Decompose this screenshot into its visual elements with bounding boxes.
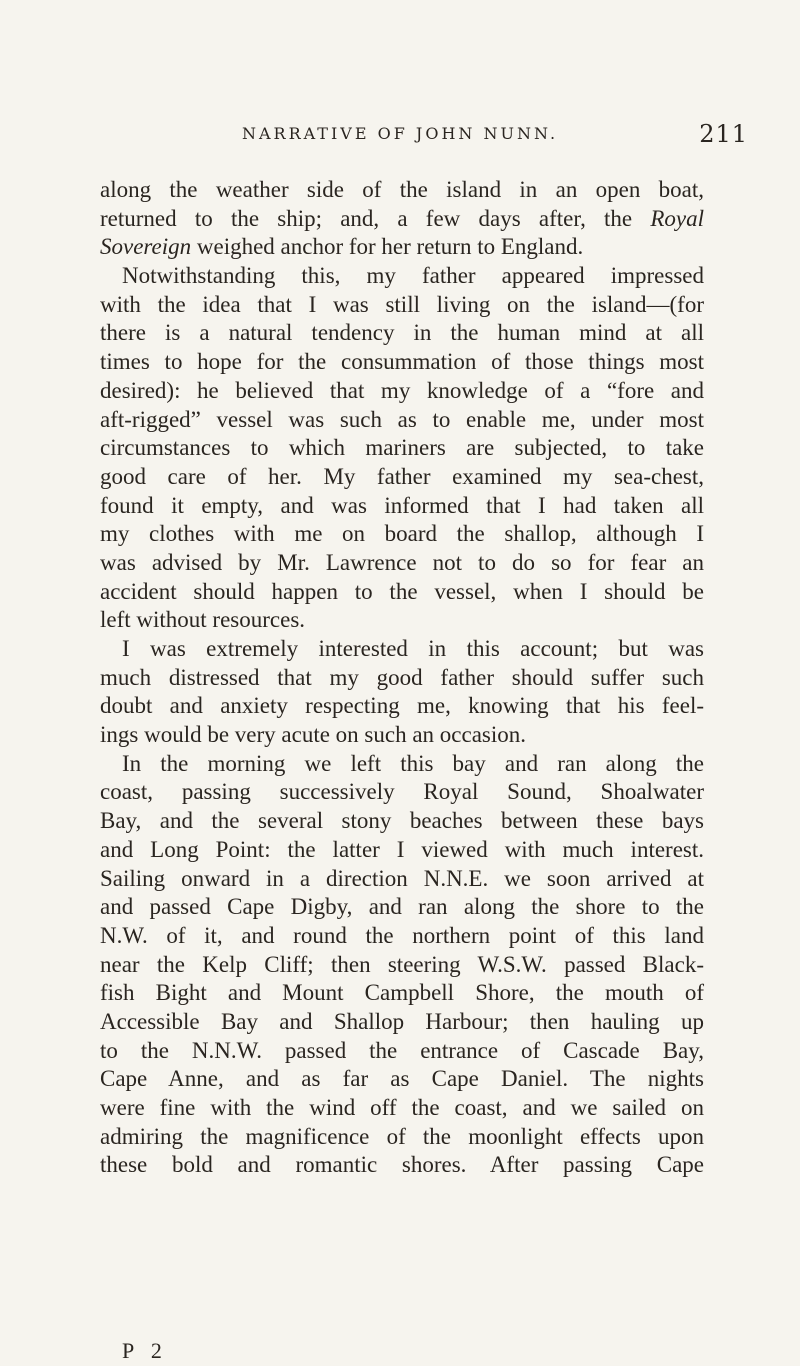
italic-text: Sovereign [100, 234, 192, 260]
text-line: coast, passing successively Royal Sound, Shoalwater [100, 779, 704, 805]
text-line: and passed Cape Digby, and ran along the shore to the [100, 894, 704, 920]
text-line: my clothes with me on board the shallop, although I [100, 521, 704, 547]
text-line: were fine with the wind off the coast, and we sailed on [100, 1095, 704, 1120]
text-line: Notwithstanding this, my father appeared impressed [122, 263, 704, 289]
text-line: fish Bight and Mount Campbell Shore, the mouth of [100, 980, 704, 1006]
text-line: to the N.N.W. passed the entrance of Cascade Bay, [100, 1037, 704, 1063]
page-number: 211 [699, 120, 748, 148]
signature-mark: P 2 [122, 1338, 168, 1363]
text-line: much distressed that my good father should suffer such [100, 664, 704, 690]
running-head [100, 120, 748, 150]
text-line: left without resources. [100, 607, 306, 633]
text-line: Accessible Bay and Shallop Harbour; then hauling up [100, 1008, 704, 1034]
text-line: times to hope for the consummation of those things most [100, 349, 704, 375]
text-line: there is a natural tendency in the human mind at all [100, 320, 704, 346]
text-line: aft-rigged” vessel was such as to enable me, under most [100, 406, 704, 432]
text-line: In the morning we left this bay and ran along the [122, 750, 704, 776]
text-line: was advised by Mr. Lawrence not to do so for fear an [100, 549, 704, 575]
text-line: Sovereign weighed anchor for her return to England. [100, 234, 584, 260]
text-line: these bold and romantic shores. After passing Cape [100, 1152, 704, 1178]
text-line: near the Kelp Cliff; then steering W.S.W. passed Black- [100, 951, 704, 977]
text-line: admiring the magnificence of the moonlight effects upon [100, 1123, 704, 1149]
text-line: Bay, and the several stony beaches between these bays [100, 808, 704, 834]
italic-text: Royal [650, 205, 705, 231]
text-line: Sailing onward in a direction N.N.E. we soon arrived at [100, 865, 704, 891]
text-line: doubt and anxiety respecting me, knowing that his feel- [100, 693, 704, 719]
text-line: ings would be very acute on such an occasion. [100, 722, 527, 748]
text-line: accident should happen to the vessel, when I should be [100, 578, 704, 604]
text-line: found it empty, and was informed that I had taken all [100, 492, 704, 518]
text-line: Cape Anne, and as far as Cape Daniel. The nights [100, 1066, 704, 1092]
text-line: N.W. of it, and round the northern point of this land [100, 922, 704, 948]
text-line: returned to the ship; and, a few days after, the Royal [100, 205, 705, 231]
text-line: with the idea that I was still living on the island—(for [100, 291, 704, 317]
text-line: desired): he believed that my knowledge of a “fore and [100, 377, 704, 403]
text-line: I was extremely interested in this account; but was [122, 636, 704, 661]
text-line: circumstances to which mariners are subjected, to take [100, 435, 704, 461]
text-line: good care of her. My father examined my sea-chest, [100, 463, 704, 489]
body-text [100, 176, 704, 1180]
text-line: and Long Point: the latter I viewed with much interest. [100, 836, 704, 862]
running-title: NARRATIVE OF JOHN NUNN. [241, 124, 559, 143]
text-line: along the weather side of the island in an open boat, [100, 177, 704, 202]
